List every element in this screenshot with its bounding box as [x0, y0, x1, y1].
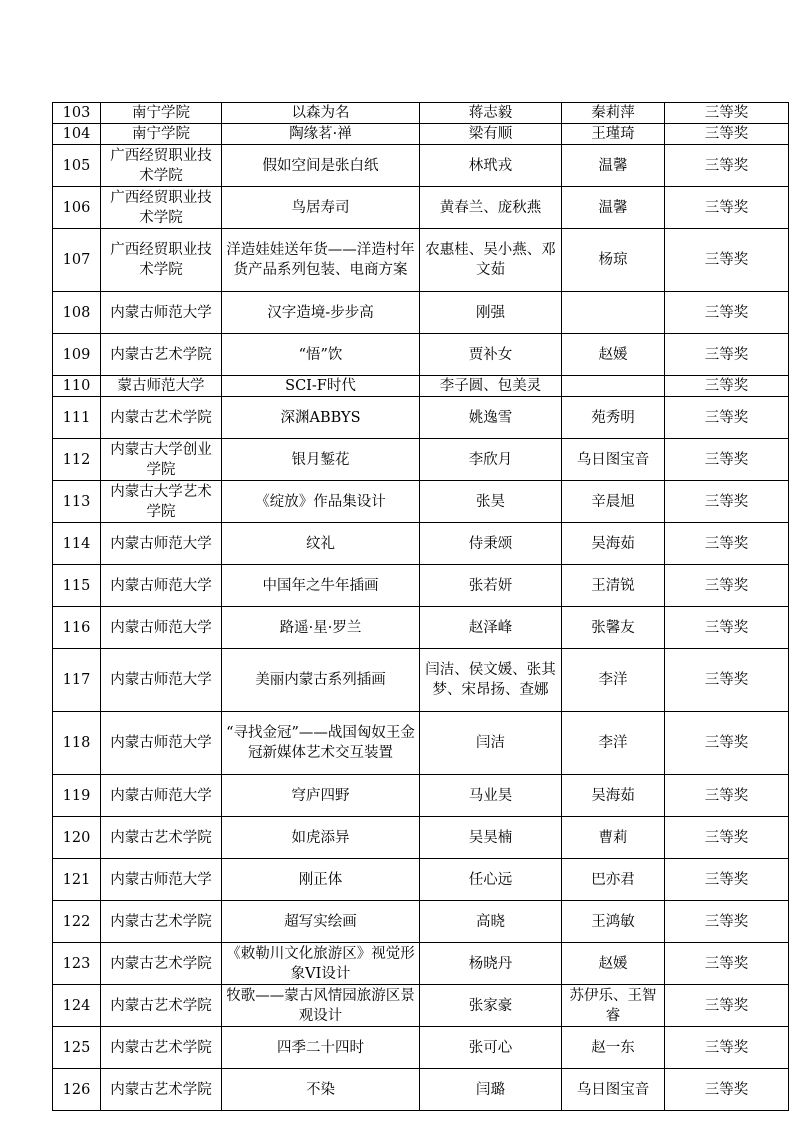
- cell-number: 120: [53, 817, 101, 859]
- cell-work: 超写实绘画: [222, 901, 420, 943]
- cell-number: 125: [53, 1027, 101, 1069]
- table-row: [53, 649, 789, 712]
- table-row: [53, 229, 789, 292]
- cell-author: 刚强: [420, 292, 562, 334]
- cell-number: 104: [53, 124, 101, 145]
- cell-award: 三等奖: [665, 145, 789, 187]
- cell-author: 闫璐: [420, 1069, 562, 1111]
- table-row: [53, 607, 789, 649]
- cell-work: 不染: [222, 1069, 420, 1111]
- cell-author: 农惠桂、吴小燕、邓文茹: [420, 229, 562, 292]
- cell-school: 内蒙古艺术学院: [101, 334, 222, 376]
- cell-work: 洋造娃娃送年货——洋造村年货产品系列包装、电商方案: [222, 229, 420, 292]
- cell-work: 《绽放》作品集设计: [222, 481, 420, 523]
- table-row: [53, 397, 789, 439]
- cell-school: 蒙古师范大学: [101, 376, 222, 397]
- cell-work: 路遥·星·罗兰: [222, 607, 420, 649]
- cell-author: 李欣月: [420, 439, 562, 481]
- cell-work: 鸟居寿司: [222, 187, 420, 229]
- awards-table-body: [53, 103, 789, 1111]
- cell-award: 三等奖: [665, 334, 789, 376]
- cell-work: 《敕勒川文化旅游区》视觉形象VI设计: [222, 943, 420, 985]
- cell-author: 闫洁、侯文媛、张其梦、宋昂扬、查娜: [420, 649, 562, 712]
- table-row: [53, 1027, 789, 1069]
- cell-teacher: [562, 292, 665, 334]
- cell-author: 任心远: [420, 859, 562, 901]
- cell-teacher: 赵媛: [562, 334, 665, 376]
- cell-award: 三等奖: [665, 376, 789, 397]
- cell-work: 刚正体: [222, 859, 420, 901]
- cell-work: 陶缘茗·禅: [222, 124, 420, 145]
- cell-school: 内蒙古师范大学: [101, 775, 222, 817]
- cell-school: 内蒙古师范大学: [101, 859, 222, 901]
- cell-award: 三等奖: [665, 229, 789, 292]
- cell-number: 105: [53, 145, 101, 187]
- cell-number: 114: [53, 523, 101, 565]
- table-row: [53, 439, 789, 481]
- table-row: [53, 943, 789, 985]
- cell-author: 李子圆、包美灵: [420, 376, 562, 397]
- cell-work: 银月錾花: [222, 439, 420, 481]
- cell-school: 内蒙古艺术学院: [101, 817, 222, 859]
- cell-author: 赵泽峰: [420, 607, 562, 649]
- cell-number: 108: [53, 292, 101, 334]
- cell-author: 杨晓丹: [420, 943, 562, 985]
- cell-teacher: 吴海茹: [562, 775, 665, 817]
- cell-award: 三等奖: [665, 397, 789, 439]
- table-row: [53, 481, 789, 523]
- cell-number: 113: [53, 481, 101, 523]
- cell-award: 三等奖: [665, 901, 789, 943]
- cell-award: 三等奖: [665, 103, 789, 124]
- cell-school: 内蒙古艺术学院: [101, 397, 222, 439]
- cell-work: 美丽内蒙古系列插画: [222, 649, 420, 712]
- cell-award: 三等奖: [665, 1027, 789, 1069]
- cell-teacher: 乌日图宝音: [562, 1069, 665, 1111]
- cell-teacher: 吴海茹: [562, 523, 665, 565]
- table-row: [53, 334, 789, 376]
- cell-number: 122: [53, 901, 101, 943]
- cell-award: 三等奖: [665, 985, 789, 1027]
- table-row: [53, 523, 789, 565]
- cell-award: 三等奖: [665, 523, 789, 565]
- cell-teacher: 巴亦君: [562, 859, 665, 901]
- cell-work: 深渊ABBYS: [222, 397, 420, 439]
- cell-award: 三等奖: [665, 439, 789, 481]
- cell-work: SCI-F时代: [222, 376, 420, 397]
- cell-school: 广西经贸职业技术学院: [101, 187, 222, 229]
- table-row: [53, 859, 789, 901]
- cell-number: 106: [53, 187, 101, 229]
- cell-author: 马业昊: [420, 775, 562, 817]
- cell-teacher: 秦莉萍: [562, 103, 665, 124]
- table-row: [53, 985, 789, 1027]
- cell-teacher: 苏伊乐、王智睿: [562, 985, 665, 1027]
- table-row: [53, 376, 789, 397]
- table-row: [53, 565, 789, 607]
- cell-number: 119: [53, 775, 101, 817]
- cell-teacher: 温馨: [562, 187, 665, 229]
- table-row: [53, 124, 789, 145]
- cell-school: 内蒙古师范大学: [101, 649, 222, 712]
- cell-author: 梁有顺: [420, 124, 562, 145]
- cell-school: 内蒙古师范大学: [101, 607, 222, 649]
- cell-award: 三等奖: [665, 187, 789, 229]
- table-row: [53, 103, 789, 124]
- cell-number: 112: [53, 439, 101, 481]
- cell-teacher: 王鸿敏: [562, 901, 665, 943]
- cell-number: 126: [53, 1069, 101, 1111]
- cell-teacher: 苑秀明: [562, 397, 665, 439]
- cell-school: 内蒙古师范大学: [101, 712, 222, 775]
- cell-work: “寻找金冠”——战国匈奴王金冠新媒体艺术交互装置: [222, 712, 420, 775]
- cell-work: 纹礼: [222, 523, 420, 565]
- cell-school: 内蒙古艺术学院: [101, 943, 222, 985]
- cell-author: 侍秉颂: [420, 523, 562, 565]
- table-row: [53, 712, 789, 775]
- cell-teacher: 李洋: [562, 649, 665, 712]
- cell-work: 中国年之牛年插画: [222, 565, 420, 607]
- cell-award: 三等奖: [665, 817, 789, 859]
- cell-teacher: 温馨: [562, 145, 665, 187]
- cell-author: 吴昊楠: [420, 817, 562, 859]
- table-row: [53, 1069, 789, 1111]
- cell-award: 三等奖: [665, 292, 789, 334]
- cell-author: 张昊: [420, 481, 562, 523]
- cell-teacher: [562, 376, 665, 397]
- cell-teacher: 辛晨旭: [562, 481, 665, 523]
- cell-school: 内蒙古师范大学: [101, 292, 222, 334]
- cell-award: 三等奖: [665, 775, 789, 817]
- cell-author: 贾补女: [420, 334, 562, 376]
- cell-award: 三等奖: [665, 481, 789, 523]
- cell-work: 牧歌——蒙古风情园旅游区景观设计: [222, 985, 420, 1027]
- cell-work: 四季二十四时: [222, 1027, 420, 1069]
- cell-school: 内蒙古艺术学院: [101, 901, 222, 943]
- cell-work: 穹庐四野: [222, 775, 420, 817]
- cell-number: 111: [53, 397, 101, 439]
- cell-school: 广西经贸职业技术学院: [101, 145, 222, 187]
- cell-school: 内蒙古艺术学院: [101, 1027, 222, 1069]
- cell-school: 广西经贸职业技术学院: [101, 229, 222, 292]
- cell-school: 内蒙古大学艺术学院: [101, 481, 222, 523]
- cell-author: 林玳戎: [420, 145, 562, 187]
- cell-award: 三等奖: [665, 565, 789, 607]
- awards-table: [52, 102, 789, 1111]
- cell-number: 124: [53, 985, 101, 1027]
- cell-award: 三等奖: [665, 859, 789, 901]
- cell-author: 蒋志毅: [420, 103, 562, 124]
- cell-award: 三等奖: [665, 607, 789, 649]
- cell-author: 高晓: [420, 901, 562, 943]
- cell-number: 103: [53, 103, 101, 124]
- cell-award: 三等奖: [665, 712, 789, 775]
- cell-number: 115: [53, 565, 101, 607]
- cell-number: 116: [53, 607, 101, 649]
- cell-work: 如虎添异: [222, 817, 420, 859]
- cell-school: 内蒙古师范大学: [101, 565, 222, 607]
- cell-teacher: 杨琼: [562, 229, 665, 292]
- cell-school: 内蒙古艺术学院: [101, 985, 222, 1027]
- cell-school: 内蒙古大学创业学院: [101, 439, 222, 481]
- cell-award: 三等奖: [665, 1069, 789, 1111]
- table-row: [53, 775, 789, 817]
- cell-number: 109: [53, 334, 101, 376]
- cell-number: 117: [53, 649, 101, 712]
- cell-work: “悟”饮: [222, 334, 420, 376]
- cell-teacher: 赵媛: [562, 943, 665, 985]
- cell-author: 姚逸雪: [420, 397, 562, 439]
- cell-teacher: 王清锐: [562, 565, 665, 607]
- table-row: [53, 817, 789, 859]
- table-row: [53, 901, 789, 943]
- table-row: [53, 292, 789, 334]
- cell-school: 内蒙古艺术学院: [101, 1069, 222, 1111]
- cell-teacher: 李洋: [562, 712, 665, 775]
- cell-number: 118: [53, 712, 101, 775]
- cell-author: 张若妍: [420, 565, 562, 607]
- cell-school: 内蒙古师范大学: [101, 523, 222, 565]
- cell-school: 南宁学院: [101, 103, 222, 124]
- cell-teacher: 王瑾琦: [562, 124, 665, 145]
- cell-teacher: 赵一东: [562, 1027, 665, 1069]
- cell-number: 123: [53, 943, 101, 985]
- cell-teacher: 乌日图宝音: [562, 439, 665, 481]
- cell-award: 三等奖: [665, 124, 789, 145]
- cell-award: 三等奖: [665, 649, 789, 712]
- cell-work: 假如空间是张白纸: [222, 145, 420, 187]
- cell-number: 110: [53, 376, 101, 397]
- cell-author: 张家豪: [420, 985, 562, 1027]
- cell-teacher: 曹莉: [562, 817, 665, 859]
- table-row: [53, 145, 789, 187]
- cell-work: 以森为名: [222, 103, 420, 124]
- cell-author: 张可心: [420, 1027, 562, 1069]
- cell-number: 107: [53, 229, 101, 292]
- cell-author: 黄春兰、庞秋燕: [420, 187, 562, 229]
- table-row: [53, 187, 789, 229]
- cell-number: 121: [53, 859, 101, 901]
- cell-award: 三等奖: [665, 943, 789, 985]
- cell-author: 闫洁: [420, 712, 562, 775]
- cell-school: 南宁学院: [101, 124, 222, 145]
- cell-work: 汉字造境-步步高: [222, 292, 420, 334]
- cell-teacher: 张馨友: [562, 607, 665, 649]
